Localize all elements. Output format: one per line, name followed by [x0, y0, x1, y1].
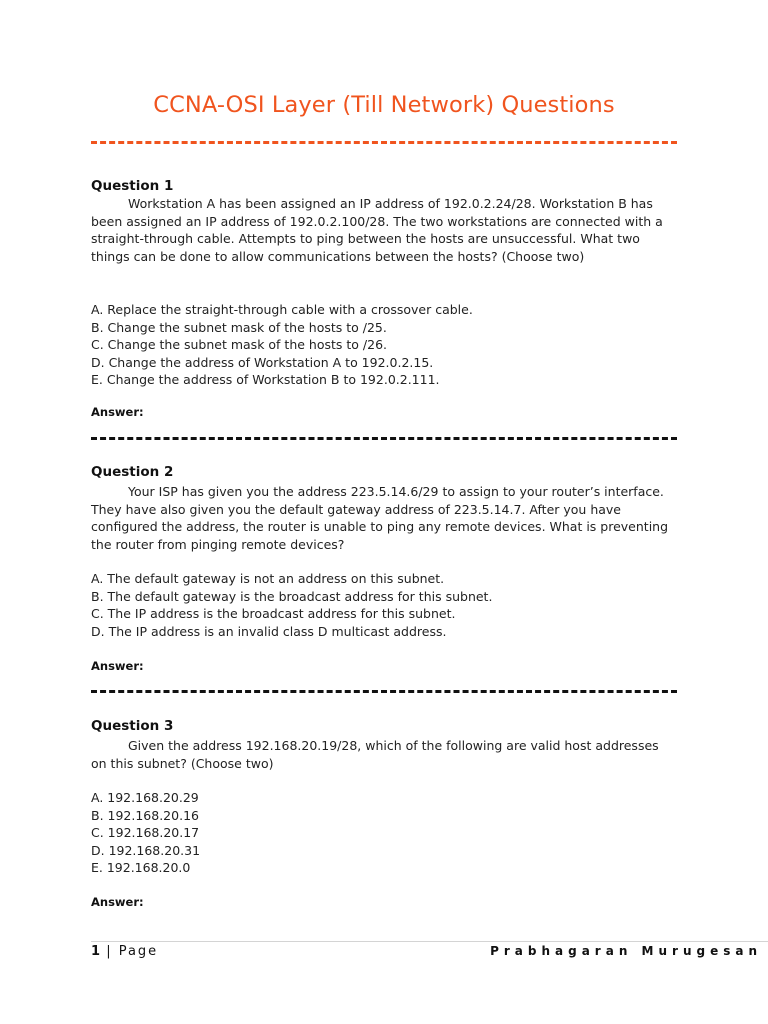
document-title: CCNA-OSI Layer (Till Network) Questions — [153, 92, 615, 118]
question-2-answer-label: Answer: — [91, 659, 144, 673]
question-2-text — [91, 483, 677, 553]
question-1-body: Workstation A has been assigned an IP address of 192.0.2.24/28. Workstation B has been assigned an IP address of 192.0.2.100/28. The two workstations are connected with a straight-through cable. Attempts to ping between the hosts are unsuccessful. What two things can be done to allow communications between the hosts? (Choose two) — [91, 196, 663, 264]
question-3-answer-label: Answer: — [91, 895, 144, 909]
option-b: B. Change the subnet mask of the hosts to /25. — [91, 319, 387, 335]
option-b: B. The default gateway is the broadcast address for this subnet. — [91, 588, 493, 604]
option-d: D. The IP address is an invalid class D multicast address. — [91, 623, 447, 639]
option-a: A. Replace the straight-through cable with a crossover cable. — [91, 302, 473, 317]
option-c: C. Change the subnet mask of the hosts to /26. — [91, 337, 388, 353]
option-b: B. 192.168.20.16 — [91, 807, 199, 823]
question-2-options — [91, 570, 677, 640]
footer-divider — [91, 941, 768, 942]
option-d: D. Change the address of Workstation A to 192.0.2.15. — [91, 354, 434, 370]
section-divider — [91, 690, 677, 693]
footer-page — [91, 944, 158, 959]
title-divider — [91, 141, 677, 144]
page-label: | Page — [106, 944, 159, 959]
page-number: 1 — [91, 944, 101, 959]
footer-author: Prabhagaran Murugesan — [490, 944, 762, 958]
option-e: E. Change the address of Workstation B to 192.0.2.111. — [91, 372, 440, 388]
option-c: C. 192.168.20.17 — [91, 825, 200, 841]
question-3-options — [91, 789, 677, 877]
question-3-body: Given the address 192.168.20.19/28, which of the following are valid host addresses on this subnet? (Choose two) — [91, 738, 659, 771]
question-1-heading: Question 1 — [91, 178, 174, 194]
question-2-body: Your ISP has given you the address 223.5.14.6/29 to assign to your router’s interface. They have also given you the default gateway address of 223.5.14.7. After you have configured the address, the router is unable to ping any remote devices. What is preventing the router from pinging remote devices? — [91, 484, 669, 552]
question-1-text — [91, 195, 677, 265]
option-a: A. 192.168.20.29 — [91, 790, 199, 805]
question-1-answer-label: Answer: — [91, 405, 144, 419]
question-1-options — [91, 301, 677, 389]
option-c: C. The IP address is the broadcast address for this subnet. — [91, 606, 456, 622]
option-e: E. 192.168.20.0 — [91, 860, 191, 876]
question-3-heading: Question 3 — [91, 718, 174, 734]
option-a: A. The default gateway is not an address on this subnet. — [91, 571, 445, 586]
question-3-text — [91, 737, 677, 772]
question-2-heading: Question 2 — [91, 464, 174, 480]
option-d: D. 192.168.20.31 — [91, 842, 201, 858]
section-divider — [91, 437, 677, 440]
